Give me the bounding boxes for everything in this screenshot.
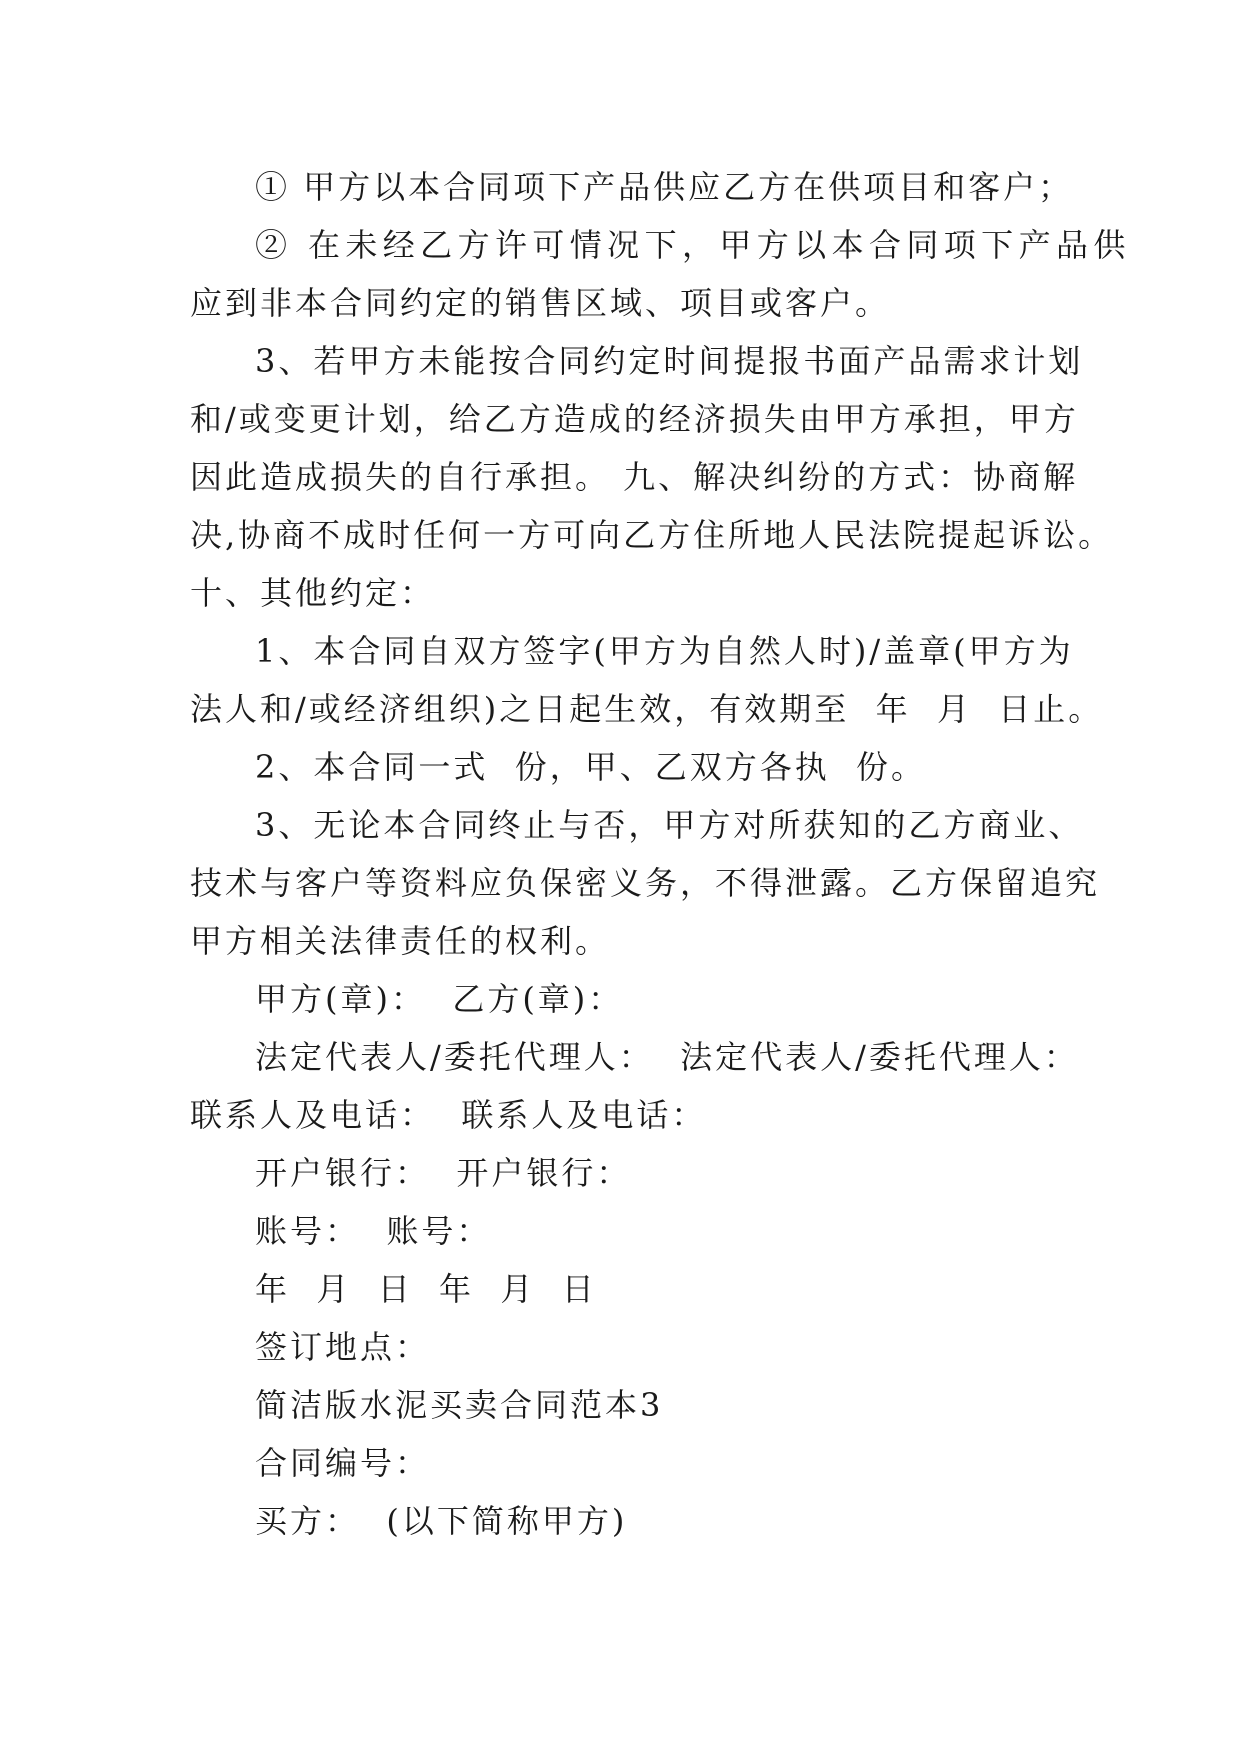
paragraph-line: 应到非本合同约定的销售区域、项目或客户。	[190, 284, 891, 322]
signature-date-line: 年 月 日 年 月 日	[255, 1270, 597, 1308]
paragraph-line: 技术与客户等资料应负保密义务，不得泄露。乙方保留追究	[190, 864, 1101, 902]
signature-representative-line: 法定代表人/委托代理人： 法定代表人/委托代理人：	[255, 1038, 1079, 1076]
paragraph-line: 3、若甲方未能按合同约定时间提报书面产品需求计划	[255, 342, 1084, 380]
document-page	[190, 158, 1131, 1550]
paragraph-line: 3、无论本合同终止与否，甲方对所获知的乙方商业、	[255, 806, 1084, 844]
signing-place-line: 签订地点：	[255, 1328, 431, 1366]
paragraph-line: 法人和/或经济组织)之日起生效，有效期至 年 月 日止。	[190, 690, 1104, 728]
buyer-line: 买方： (以下简称甲方)	[255, 1502, 628, 1540]
paragraph-line: 2、本合同一式 份，甲、乙双方各执 份。	[255, 748, 927, 786]
contract-number-line: 合同编号：	[255, 1444, 431, 1482]
paragraph-line: 决,协商不成时任何一方可向乙方住所地人民法院提起诉讼。	[190, 516, 1114, 554]
section-heading: 十、其他约定：	[190, 574, 436, 612]
signature-account-line: 账号： 账号：	[255, 1212, 492, 1250]
signature-bank-line: 开户银行： 开户银行：	[255, 1154, 632, 1192]
signature-seal-line: 甲方(章)： 乙方(章)：	[255, 980, 624, 1018]
contract-title: 简洁版水泥买卖合同范本3	[255, 1386, 664, 1424]
signature-contact-line: 联系人及电话： 联系人及电话：	[190, 1096, 707, 1134]
paragraph-line: ① 甲方以本合同项下产品供应乙方在供项目和客户；	[255, 168, 1074, 206]
paragraph-line: 因此造成损失的自行承担。 九、解决纠纷的方式：协商解	[190, 458, 1079, 496]
paragraph-line: 1、本合同自双方签字(甲方为自然人时)/盖章(甲方为	[255, 632, 1074, 670]
paragraph-line: 甲方相关法律责任的权利。	[190, 922, 611, 960]
paragraph-line: 和/或变更计划，给乙方造成的经济损失由甲方承担，甲方	[190, 400, 1079, 438]
paragraph-line: ② 在未经乙方许可情况下，甲方以本合同项下产品供	[255, 226, 1131, 264]
